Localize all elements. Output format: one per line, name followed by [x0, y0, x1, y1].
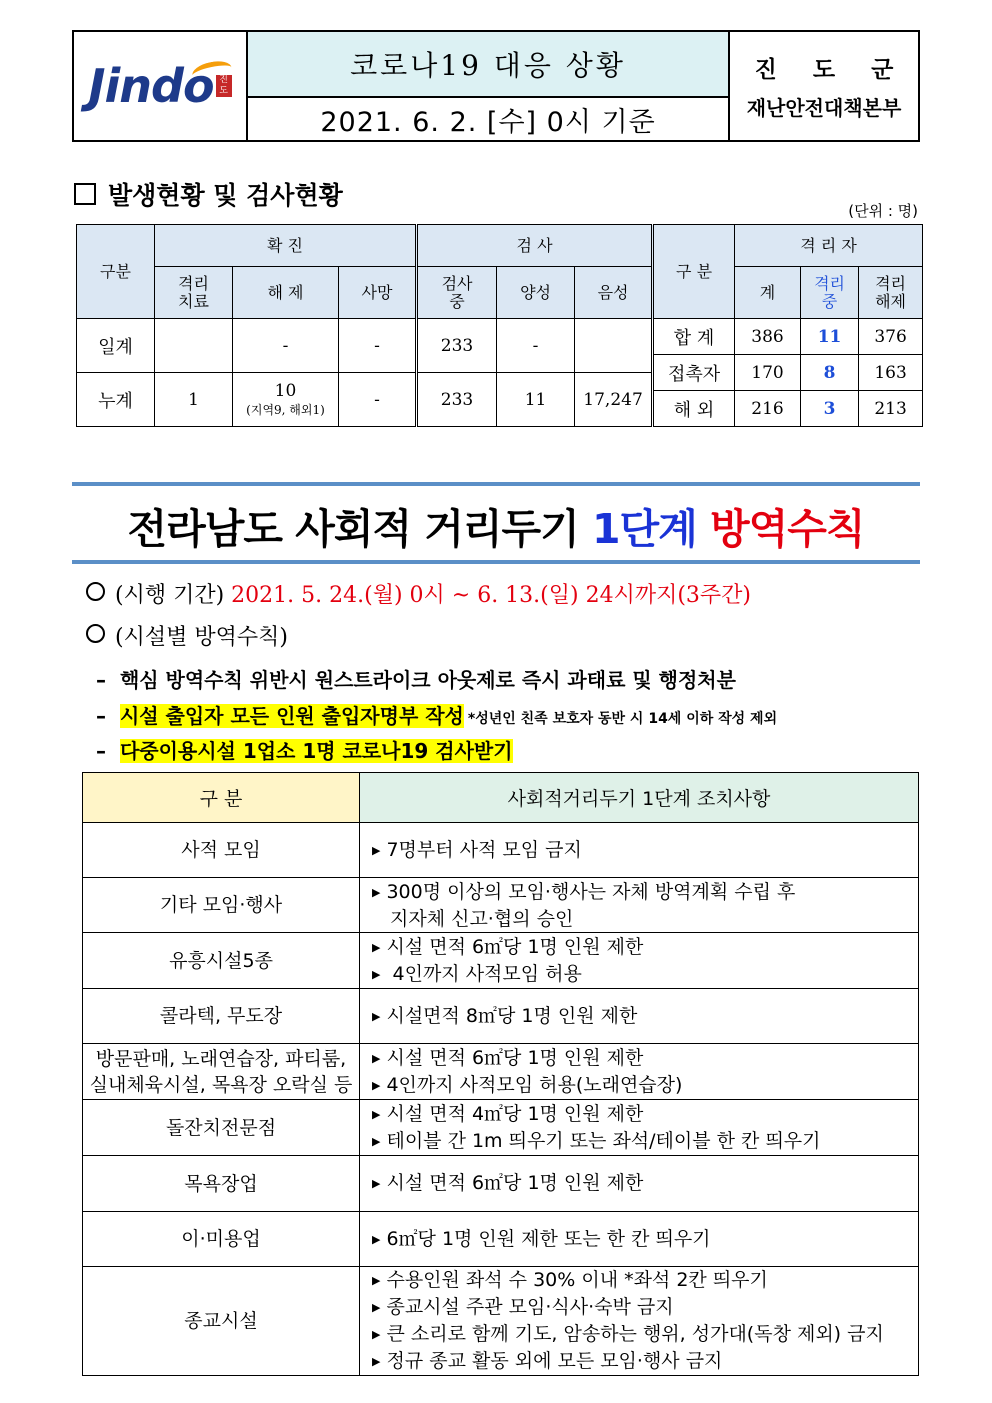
measures-row — [83, 878, 919, 933]
measures-category: 콜라텍, 무도장 — [83, 989, 360, 1044]
triangle-bullet-icon: ▶ — [372, 885, 381, 899]
banner-rule-bottom — [72, 560, 920, 564]
measures-action-item: ▶ 시설 면적 6㎡당 1명 인원 제한 — [372, 1046, 644, 1069]
measures-action-item: ▶ 시설 면적 6㎡당 1명 인원 제한 — [372, 935, 644, 958]
iso-overseas-now: 3 — [801, 391, 859, 427]
stats-header-total: 계 — [735, 267, 801, 319]
stats-header-release: 해 제 — [233, 267, 339, 319]
stats-header-treat: 격리 치료 — [155, 267, 233, 319]
measures-category: 이·미용업 — [83, 1212, 360, 1267]
stats-table — [76, 224, 923, 427]
banner-rule-top — [72, 482, 920, 486]
measures-action-item: 지자체 신고·협의 승인 — [390, 907, 574, 930]
measures-header-category: 구 분 — [83, 773, 360, 823]
stats-header-test: 검 사 — [417, 225, 653, 267]
iso-sum-total: 386 — [735, 319, 801, 355]
measures-actions — [360, 1212, 919, 1267]
bullet-register-note: *성년인 친족 보호자 동반 시 14세 이하 작성 제외 — [467, 711, 778, 727]
cell-daily-release: - — [233, 319, 339, 373]
measures-action-item: ▶ 300명 이상의 모임·행사는 자체 방역계획 수립 후 — [372, 880, 796, 903]
measures-category: 기타 모임·행사 — [83, 878, 360, 933]
measures-action-item: ▶ 수용인원 좌석 수 30% 이내 *좌석 2칸 띄우기 — [372, 1269, 768, 1291]
measures-category: 종교시설 — [83, 1267, 360, 1376]
iso-contact-released: 163 — [859, 355, 923, 391]
cell-cum-positive: 11 — [497, 373, 575, 427]
measures-action-item: ▶ 시설 면적 4㎡당 1명 인원 제한 — [372, 1102, 644, 1125]
stats-header-testing: 검사 중 — [417, 267, 497, 319]
triangle-bullet-icon: ▶ — [372, 1009, 381, 1023]
row-label-daily: 일계 — [77, 319, 155, 373]
iso-overseas-released: 213 — [859, 391, 923, 427]
unit-label: (단위 : 명) — [848, 202, 918, 220]
section-title: 발생현황 및 검사현황 — [74, 176, 343, 212]
banner-level: 1단계 — [592, 505, 697, 553]
measures-actions — [360, 1267, 919, 1376]
measures-category: 방문판매, 노래연습장, 파티룸, 실내체육시설, 목욕장 오락실 등 — [83, 1044, 360, 1100]
cell-daily-negative — [575, 319, 653, 373]
bullet-test: – 다중이용시설 1업소 1명 코로나19 검사받기 — [96, 739, 513, 763]
cell-daily-treat — [155, 319, 233, 373]
measures-category: 유흥시설5종 — [83, 933, 360, 989]
triangle-bullet-icon: ▶ — [372, 1301, 381, 1314]
measures-action-item: ▶ 정규 종교 활동 외에 모든 모임·행사 금지 — [372, 1350, 723, 1372]
logo-seal: 진도 — [216, 75, 232, 97]
row-label-cumulative: 누계 — [77, 373, 155, 427]
measures-action-item: ▶ 4인까지 사적모임 허용(노래연습장) — [372, 1073, 683, 1096]
measures-action-item: ▶ 7명부터 사적 모임 금지 — [372, 838, 582, 861]
measures-category: 돌잔치전문점 — [83, 1100, 360, 1156]
cell-cum-negative: 17,247 — [575, 373, 653, 427]
iso-contact-now: 8 — [801, 355, 859, 391]
facility-title: (시설별 방역수칙) — [86, 620, 288, 651]
iso-label-sum: 합 계 — [653, 319, 735, 355]
cell-cum-release-detail: (지역9, 해외1) — [246, 403, 325, 417]
document-header — [72, 30, 920, 142]
triangle-bullet-icon: ▶ — [372, 1134, 381, 1148]
measures-action-item: ▶ 시설면적 8㎡당 1명 인원 제한 — [372, 1004, 638, 1027]
measures-row — [83, 1100, 919, 1156]
triangle-bullet-icon: ▶ — [372, 1328, 381, 1341]
iso-sum-now: 11 — [801, 319, 859, 355]
stats-header-gubun2: 구 분 — [653, 225, 735, 319]
stats-header-gubun: 구분 — [77, 225, 155, 319]
stats-header-iso-now: 격리 중 — [801, 267, 859, 319]
triangle-bullet-icon: ▶ — [372, 940, 381, 954]
report-date: 2021. 6. 2. [수] 0시 기준 — [320, 106, 656, 138]
measures-actions — [360, 1044, 919, 1100]
measures-action-item: ▶ 6㎡당 1명 인원 제한 또는 한 칸 띄우기 — [372, 1227, 711, 1250]
measures-action-item: ▶ 테이블 간 1m 띄우기 또는 좌석/테이블 한 칸 띄우기 — [372, 1129, 821, 1152]
period-line: (시행 기간) 2021. 5. 24.(월) 0시 ~ 6. 13.(일) 24시까지(3주간) — [86, 578, 751, 609]
measures-actions — [360, 989, 919, 1044]
banner-title: 전라남도 사회적 거리두기 1단계 방역수칙 — [127, 505, 865, 553]
measures-action-item: ▶ 큰 소리로 함께 기도, 암송하는 행위, 성가대(독창 제외) 금지 — [372, 1323, 884, 1345]
measures-actions — [360, 1156, 919, 1212]
triangle-bullet-icon: ▶ — [372, 1078, 381, 1092]
triangle-bullet-icon: ▶ — [372, 1232, 381, 1246]
stats-header-positive: 양성 — [497, 267, 575, 319]
triangle-bullet-icon: ▶ — [372, 1355, 381, 1368]
cell-daily-death: - — [339, 319, 417, 373]
measures-row — [83, 933, 919, 989]
iso-label-overseas: 해 외 — [653, 391, 735, 427]
measures-actions — [360, 1100, 919, 1156]
triangle-bullet-icon: ▶ — [372, 1051, 381, 1065]
iso-contact-total: 170 — [735, 355, 801, 391]
stats-header-isolation: 격 리 자 — [735, 225, 923, 267]
period-value: 2021. 5. 24.(월) 0시 ~ 6. 13.(일) 24시까지(3주간) — [231, 583, 751, 608]
measures-row — [83, 823, 919, 878]
measures-row — [83, 1044, 919, 1100]
cell-cum-death: - — [339, 373, 417, 427]
measures-actions — [360, 878, 919, 933]
iso-sum-released: 376 — [859, 319, 923, 355]
bullet-strike: – 핵심 방역수칙 위반시 원스트라이크 아웃제로 즉시 과태료 및 행정처분 — [96, 668, 736, 692]
measures-category: 사적 모임 — [83, 823, 360, 878]
iso-label-contact: 접촉자 — [653, 355, 735, 391]
cell-daily-positive: - — [497, 319, 575, 373]
measures-header-action: 사회적거리두기 1단계 조치사항 — [360, 773, 919, 823]
measures-row — [83, 1267, 919, 1376]
measures-action-item: ▶ 시설 면적 6㎡당 1명 인원 제한 — [372, 1172, 644, 1194]
logo-wordmark: Jindo — [88, 59, 214, 113]
measures-actions — [360, 823, 919, 878]
circle-bullet-icon — [86, 624, 105, 643]
bullet-register: – 시설 출입자 모든 인원 출입자명부 작성 *성년인 친족 보호자 동반 시 14세 이하 작성 제외 — [96, 704, 778, 728]
iso-overseas-total: 216 — [735, 391, 801, 427]
checkbox-square-icon — [74, 183, 96, 205]
measures-row — [83, 1156, 919, 1212]
triangle-bullet-icon: ▶ — [372, 1274, 381, 1287]
banner-rules: 방역수칙 — [710, 505, 865, 553]
cell-cum-release: 10 (지역9, 해외1) — [233, 373, 339, 427]
measures-table — [82, 772, 919, 1376]
stats-header-iso-release: 격리 해제 — [859, 267, 923, 319]
circle-bullet-icon — [86, 582, 105, 601]
cell-daily-testing: 233 — [417, 319, 497, 373]
org-name: 진 도 군 — [754, 56, 908, 83]
measures-action-item: ▶ 종교시설 주관 모임·식사·숙박 금지 — [372, 1296, 674, 1318]
cell-cum-testing: 233 — [417, 373, 497, 427]
measures-row — [83, 1212, 919, 1267]
triangle-bullet-icon: ▶ — [372, 1107, 381, 1121]
stats-header-death: 사망 — [339, 267, 417, 319]
triangle-bullet-icon: ▶ — [372, 967, 381, 981]
measures-row — [83, 989, 919, 1044]
cell-cum-treat: 1 — [155, 373, 233, 427]
measures-actions — [360, 933, 919, 989]
measures-category: 목욕장업 — [83, 1156, 360, 1212]
stats-header-confirmed: 확 진 — [155, 225, 417, 267]
measures-action-item: ▶ 4인까지 사적모임 허용 — [372, 962, 582, 985]
stats-header-negative: 음성 — [575, 267, 653, 319]
org-department: 재난안전대책본부 — [746, 96, 902, 120]
triangle-bullet-icon: ▶ — [372, 843, 381, 857]
report-title: 코로나19 대응 상황 — [248, 32, 728, 98]
jindo-logo — [74, 32, 248, 140]
triangle-bullet-icon: ▶ — [372, 1177, 381, 1190]
